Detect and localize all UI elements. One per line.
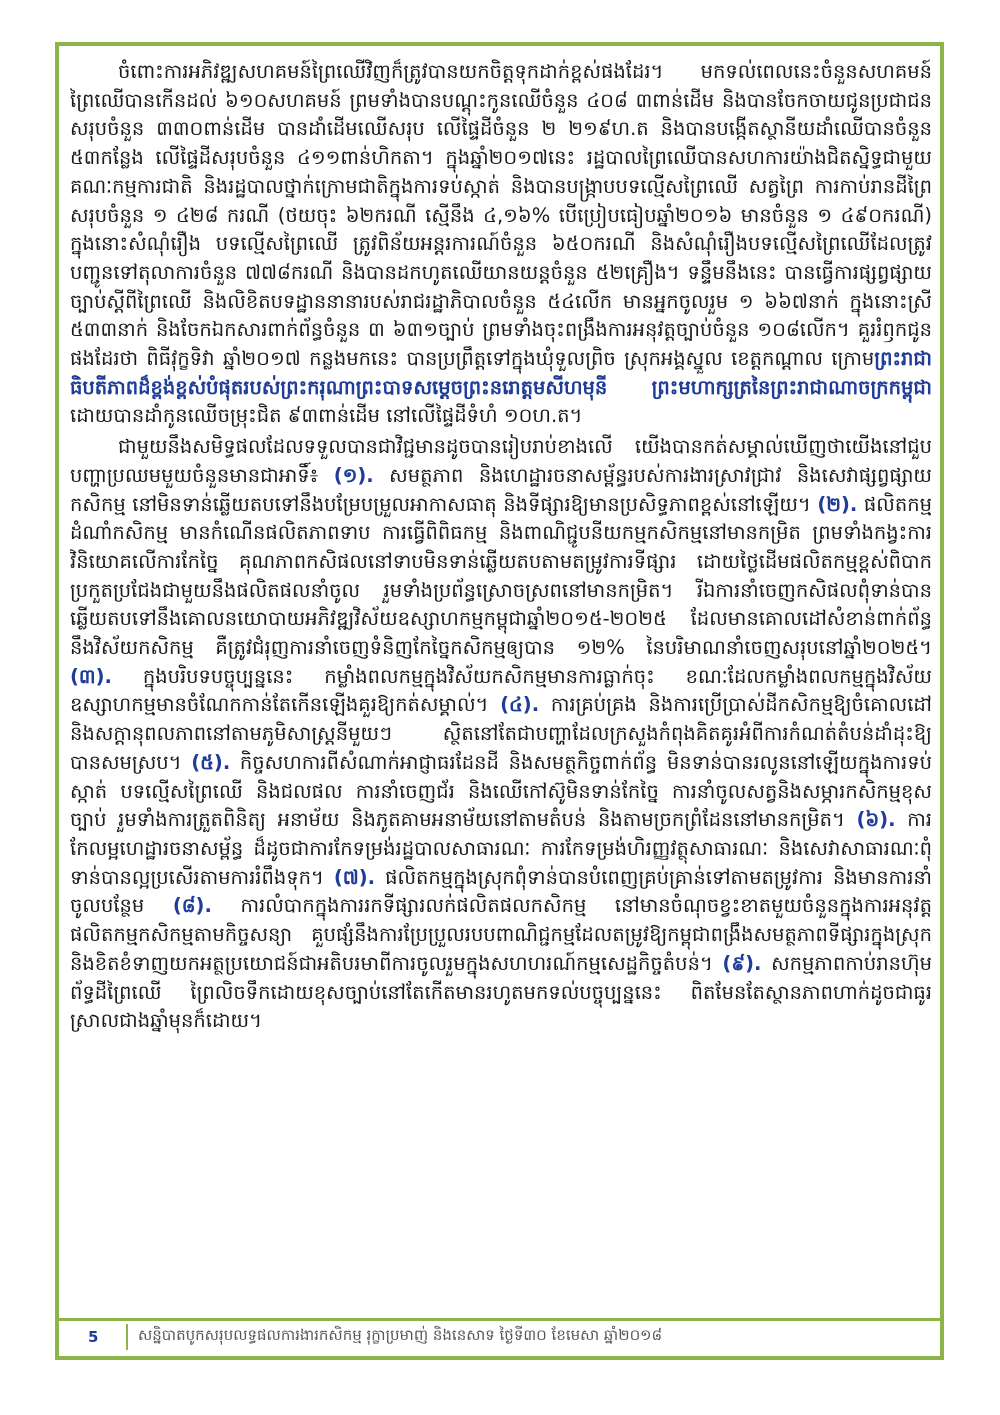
item-number: (១). bbox=[333, 463, 374, 487]
item-number: (៨). bbox=[172, 894, 212, 918]
page-number: 5 bbox=[88, 1328, 99, 1346]
text-run: កិច្ចសហការពីសំណាក់អាជ្ញាធរដែនដី និងសមត្ថកិច្ចពាក់ព័ន្ធ មិនទាន់បានរលូននៅឡើយក្នុងការទប់ស្កាត់ បទល្មើសព្រៃឈើ និងជលផល ការនាំចេញជ័រ និងឈើកៅស៊ូមិនទាន់កែច្នៃ ការនាំចូលសត្វនិងសម្ភារកសិកម្មខុសច្បាប់ រួមទាំងការត្រួតពិនិត្យ អនាម័យ និងភូតគាមអនាម័យនៅតាមតំបន់ និងតាមច្រកព្រំដែននៅមានកម្រិត។ bbox=[70, 750, 932, 832]
text-run: សមត្ថភាព និងហេដ្ឋារចនាសម្ព័ន្ធរបស់ការងារស្រាវជ្រាវ និងសេវាផ្សព្វផ្សាយកសិកម្ម នៅមិនទាន់ឆ្លើយតបទៅនឹងបម្រែបម្រួលអាកាសធាតុ និងទីផ្សារឱ្យមានប្រសិទ្ធភាពខ្ពស់នៅឡើយ។ bbox=[70, 463, 932, 516]
item-number: (២). bbox=[817, 492, 858, 516]
text-run: ចំពោះការអភិវឌ្ឍសហគមន៍ព្រៃឈើវិញក៏ត្រូវបានយកចិត្តទុកដាក់ខ្ពស់ផងដែរ។ មកទល់ពេលនេះចំនួនសហគមន៍ព្រៃឈើបានកើនដល់ ៦១០សហគមន៍ ព្រមទាំងបានបណ្តុះកូនឈើចំនួន ៤០៨ ៣ពាន់ដើម និងបានចែកចាយជូនប្រជាជនសរុបចំនួន ៣៣០ពាន់ដើម បានដាំដើមឈើសរុប លើផ្ទៃដីចំនួន ២ ២១៩ហ.ត និងបានបង្កើតស្ថានីយដាំឈើបានចំនួន ៥៣កន្លែង លើផ្ទៃដីសរុបចំនួន ៤១១ពាន់ហិកតា។ ក្នុងឆ្នាំ២០១៧នេះ រដ្ឋបាលព្រៃឈើបានសហការយ៉ាងជិតស្និទ្ធជាមួយគណៈកម្មការជាតិ និងរដ្ឋបាលថ្នាក់ក្រោមជាតិក្នុងការទប់ស្កាត់ និងបានបង្ក្រាបបទល្មើសព្រៃឈើ សត្វព្រៃ ការកាប់រានដីព្រៃសរុបចំនួន ១ ៤២៨ ករណី (ថយចុះ ៦២ករណី ស្មើនឹង ៤,១៦% បើប្រៀបធៀបឆ្នាំ២០១៦ មានចំនួន ១ ៤៩០ករណី) ក្នុងនោះសំណុំរឿង បទល្មើសព្រៃឈើ ត្រូវពិន័យអន្តរការណ៍ចំនួន ៦៥០ករណី និងសំណុំរឿងបទល្មើសព្រៃឈើដែលត្រូវបញ្ជូនទៅតុលាការចំនួន ៧៧៨ករណី និងបានដកហូតឈើយានយន្តចំនួន ៥២គ្រឿង។ ទន្ទឹមនឹងនេះ បានធ្វើការផ្សព្វផ្សាយ ច្បាប់ស្តីពីព្រៃឈើ និងលិខិតបទដ្ឋាននានារបស់រាជរដ្ឋាភិបាលចំនួន ៥៤លើក មានអ្នកចូលរួម ១ ៦៦៧នាក់ ក្នុងនោះស្រី ៥៣៣នាក់ និងចែកឯកសារពាក់ព័ន្ធចំនួន ៣ ៦៣១ច្បាប់ ព្រមទាំងចុះពង្រឹងការអនុវត្តច្បាប់ចំនួន ១០៨លើក។ គួររំឭកជូនផងដែរថា ពិធីវុក្ខទិវា ឆ្នាំ២០១៧ កន្លងមកនេះ បានប្រព្រឹត្តទៅក្នុងឃុំទួលព្រិច ស្រុកអង្គស្នួល ខេត្តកណ្តាល ក្រោម bbox=[70, 60, 932, 371]
text-run: ផលិតកម្មដំណាំកសិកម្ម មានកំណើនផលិតភាពទាប ការធ្វើពិពិធកម្ម និងពាណិជ្ជូបនីយកម្មកសិកម្មនៅមានកម្រិត ព្រមទាំងកង្វះការវិនិយោគលើការកែច្នៃ គុណភាពកសិផលនៅទាបមិនទាន់ឆ្លើយតបតាមតម្រូវការទីផ្សារ ដោយថ្លៃដើមផលិតកម្មខ្ពស់ពិបាកប្រកួតប្រជែងជាមួយនឹងផលិតផលនាំចូល រួមទាំងប្រព័ន្ធស្រោចស្រពនៅមានកម្រិត។ រីឯការនាំចេញកសិផលពុំទាន់បានឆ្លើយតបទៅនឹងគោលនយោបាយអភិវឌ្ឍវិស័យឧស្សាហកម្មកម្ពុជាឆ្នាំ២០១៥-២០២៥ ដែលមានគោលដៅសំខាន់ពាក់ព័ន្ធនឹងវិស័យកសិកម្ម គឺត្រូវជំរុញការនាំចេញទំនិញកែច្នៃកសិកម្មឲ្យបាន ១២% នៃបរិមាណនាំចេញសរុបនៅឆ្នាំ២០២៥។ bbox=[70, 492, 932, 660]
text-run: ការលំបាកក្នុងការរកទីផ្សារលក់ផលិតផលកសិកម្ម នៅមានចំណុចខ្វះខាតមួយចំនួនក្នុងការអនុវត្តផលិតកម្មកសិកម្មតាមកិច្ចសន្យា គួបផ្សំនឹងការប្រែប្រួលរបបពាណិជ្ជកម្មដែលតម្រូវឱ្យកម្ពុជាពង្រឹងសមត្ថភាពទីផ្សារក្នុងស្រុក និងខិតខំទាញយកអត្ថប្រយោជន៍ជាអតិបរមាពីការចូលរួមក្នុងសហហរណ៍កម្មសេដ្ឋកិច្ចតំបន់។ bbox=[70, 894, 932, 975]
text-run: ការកែលម្អហេដ្ឋារចនាសម្ព័ន្ធ ដ៏ដូចជាការកែទម្រង់រដ្ឋបាលសាធារណៈ ការកែទម្រង់ហិរញ្ញវត្ថុសាធារណៈ និងសេវាសាធារណៈពុំទាន់បានល្អប្រសើរតាមការរំពឹងទុក។ bbox=[70, 808, 932, 889]
item-number: (៣). bbox=[70, 664, 112, 688]
page-footer bbox=[70, 1322, 932, 1352]
item-number: (៥). bbox=[191, 750, 231, 774]
text-run: សកម្មភាពកាប់រានហ៊ុមព័ទ្ធដីព្រៃឈើ ព្រៃលិចទឹកដោយខុសច្បាប់នៅតែកើតមានរហូតមកទល់បច្ចុប្បន្ននេះ ពិតមែនតែស្ថានភាពហាក់ដូចជាធូរស្រាលជាងឆ្នាំមុនក៏ដោយ។ bbox=[70, 951, 932, 1033]
footer-divider bbox=[59, 1318, 940, 1321]
item-number: (៦). bbox=[856, 808, 896, 832]
item-number: (៩). bbox=[722, 951, 762, 975]
item-number: (៧). bbox=[333, 865, 376, 889]
item-number: (៤). bbox=[500, 693, 540, 717]
document-body bbox=[70, 58, 932, 1278]
paragraph-1 bbox=[70, 58, 932, 431]
text-run: ដោយបានដាំកូនឈើចម្រុះជិត ៩៣ពាន់ដើម នៅលើផ្ទៃដីទំហំ ១០ហ.ត។ bbox=[70, 404, 583, 428]
text-run: ជាមួយនឹងសមិទ្ធផលដែលទទួលបានជាវិជ្ជមានដូចបានរៀបរាប់ខាងលើ យើងបានកត់សម្គាល់ឃើញថាយើងនៅជួបបញ្ហាប្រឈមមួយចំនួនមានជាអាទិ៍៖ bbox=[70, 435, 932, 487]
text-run: ក្នុងបរិបទបច្ចុប្បន្ននេះ កម្លាំងពលកម្មក្នុងវិស័យកសិកម្មមានការធ្លាក់ចុះ ខណៈដែលកម្លាំងពលកម្មក្នុងវិស័យឧស្សាហកម្មមានចំណែកកាន់តែកើនឡើងគួរឱ្យកត់សម្គាល់។ bbox=[70, 664, 932, 717]
footer-separator bbox=[126, 1324, 128, 1350]
text-run: ផលិតកម្មក្នុងស្រុកពុំទាន់បានបំពេញគ្រប់គ្រាន់ទៅតាមតម្រូវការ និងមានការនាំចូលបន្ថែម bbox=[70, 865, 932, 918]
paragraph-2 bbox=[70, 433, 932, 1036]
text-run: ការគ្រប់គ្រង និងការប្រើប្រាស់ដីកសិកម្មឱ្យចំគោលដៅ និងសក្តានុពលភាពនៅតាមភូមិសាស្ត្រនីមួយៗ ស្ថិតនៅតែជាបញ្ហាដែលក្រសួងកំពុងគិតគូរអំពីការកំណត់តំបន់ដាំដុះឱ្យបានសមស្រប។ bbox=[70, 693, 932, 774]
footer-caption: សន្និបាតបូកសរុបលទ្ធផលការងារកសិកម្ម រុក្ខាប្រមាញ់ និងនេសាទ ថ្ងៃទី៣០ ខែមេសា ឆ្នាំ២០១៨ bbox=[138, 1326, 663, 1344]
royal-patronage-highlight: ព្រះរាជាធិបតីភាពដ៏ខ្ពង់ខ្ពស់បំផុតរបស់ព្រះករុណាព្រះបាទសម្តេចព្រះនរោត្តមសីហមុនី ព្រះមហាក្សត្រនៃព្រះរាជាណាចក្រកម្ពុជា bbox=[70, 347, 932, 399]
